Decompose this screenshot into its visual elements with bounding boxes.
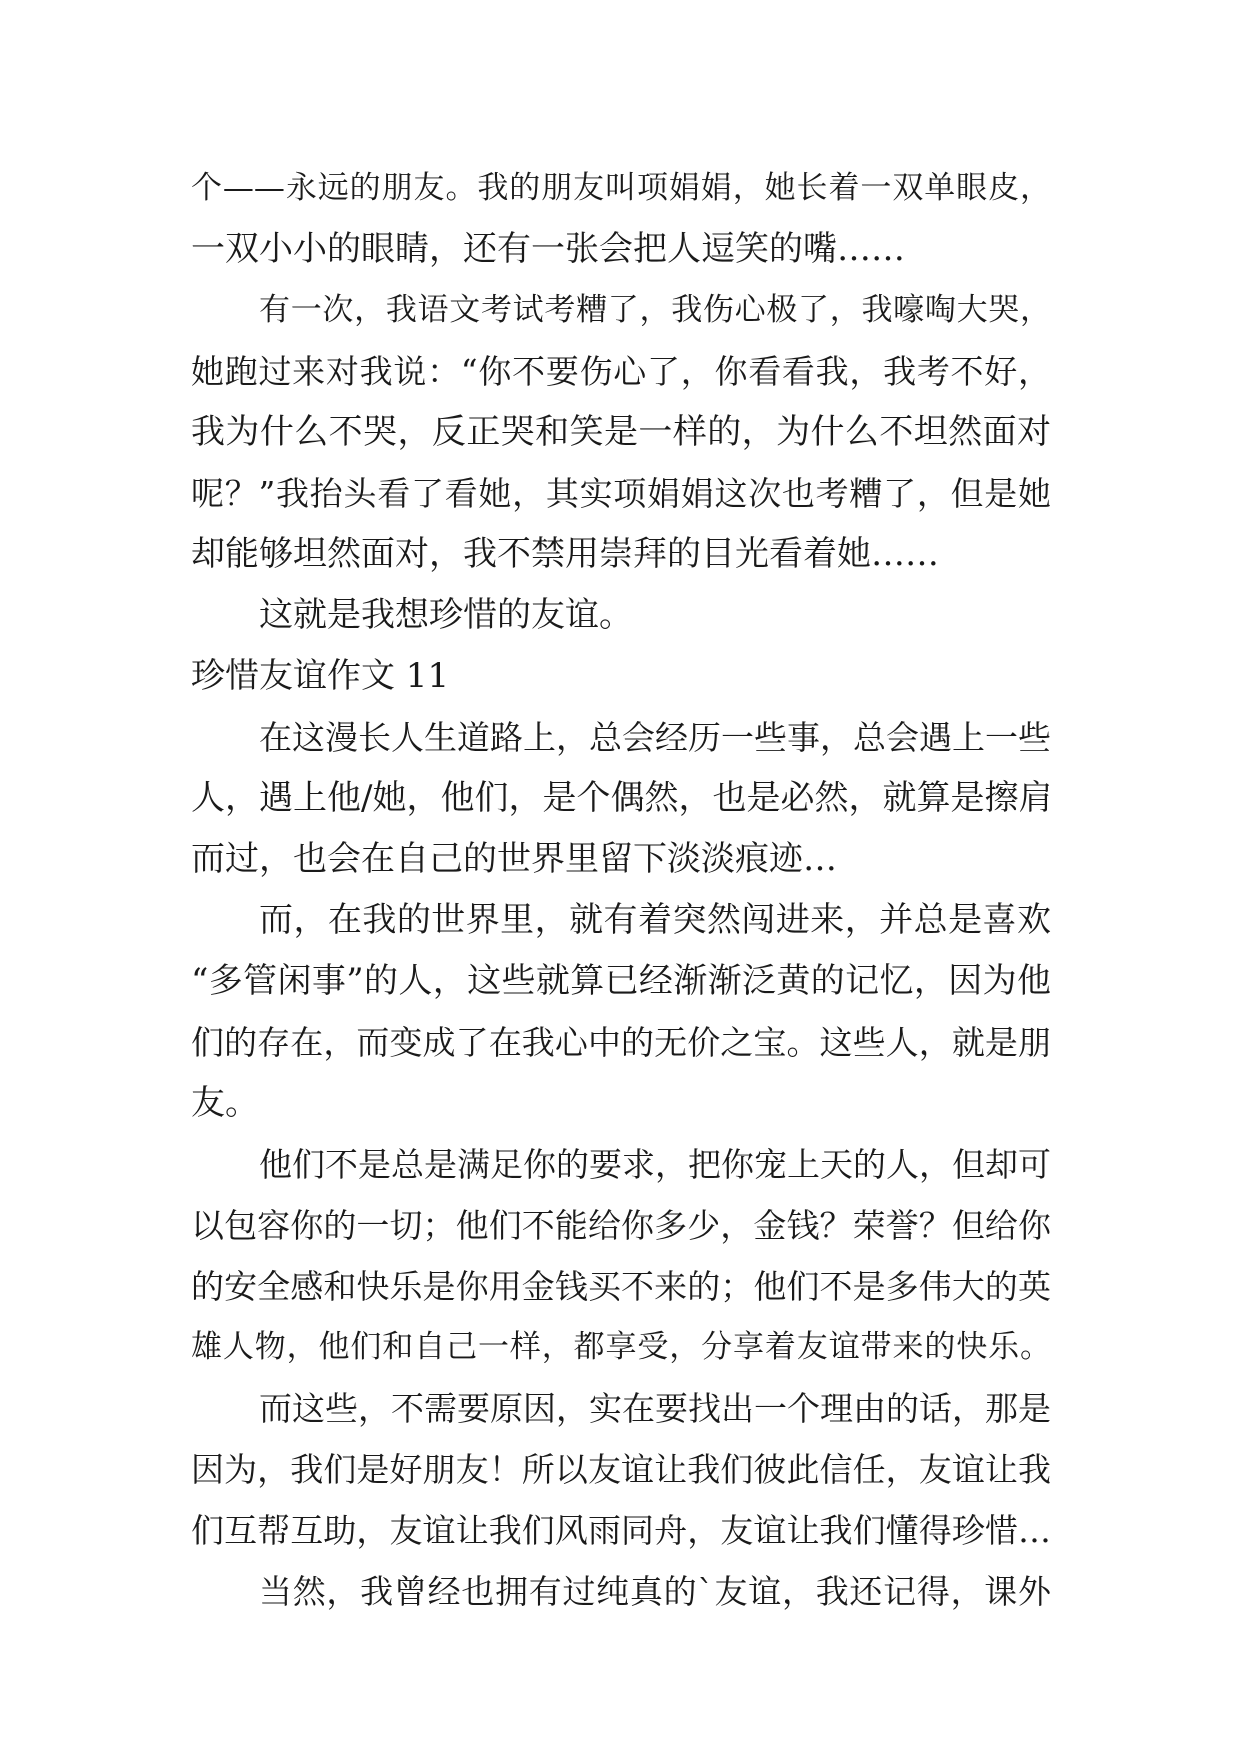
text-line: 有一次，我语文考试考糟了，我伤心极了，我嚎啕大哭， bbox=[259, 292, 1051, 328]
text-line: 这就是我想珍惜的友谊。 bbox=[259, 595, 633, 635]
section-heading: 珍惜友谊作文 11 bbox=[191, 656, 450, 696]
text-line: 我为什么不哭，反正哭和笑是一样的，为什么不坦然面对 bbox=[191, 412, 1051, 452]
text-line: 他们不是总是满足你的要求，把你宠上天的人，但却可 bbox=[259, 1145, 1051, 1184]
text-line: 却能够坦然面对，我不禁用崇拜的目光看着她…… bbox=[191, 534, 939, 574]
text-line: 的安全感和快乐是你用金钱买不来的；他们不是多伟大的英 bbox=[191, 1267, 1051, 1306]
text-line: 因为，我们是好朋友！所以友谊让我们彼此信任，友谊让我 bbox=[191, 1450, 1051, 1489]
text-line: 友。 bbox=[191, 1083, 259, 1123]
text-line: 在这漫长人生道路上，总会经历一些事，总会遇上一些 bbox=[259, 718, 1051, 757]
text-line: 个——永远的朋友。我的朋友叫项娟娟，她长着一双单眼皮， bbox=[191, 170, 1051, 206]
text-line: 人，遇上他/她，他们，是个偶然，也是必然，就算是擦肩 bbox=[191, 778, 1053, 818]
text-line: 一双小小的眼睛，还有一张会把人逗笑的嘴…… bbox=[191, 229, 905, 269]
text-line: “多管闲事”的人，这些就算已经渐渐泛黄的记忆，因为他 bbox=[191, 961, 1051, 1001]
text-line: 们的存在，而变成了在我心中的无价之宝。这些人，就是朋 bbox=[191, 1023, 1051, 1062]
text-line: 她跑过来对我说：“你不要伤心了，你看看我，我考不好， bbox=[191, 352, 1051, 391]
text-line: 们互帮互助，友谊让我们风雨同舟，友谊让我们懂得珍惜… bbox=[191, 1511, 1051, 1550]
text-line: 以包容你的一切；他们不能给你多少，金钱？荣誉？但给你 bbox=[191, 1206, 1051, 1245]
text-line: 雄人物，他们和自己一样，都享受，分享着友谊带来的快乐。 bbox=[191, 1329, 1051, 1365]
text-line: 而，在我的世界里，就有着突然闯进来，并总是喜欢 bbox=[259, 900, 1051, 940]
text-line: 而这些，不需要原因，实在要找出一个理由的话，那是 bbox=[259, 1389, 1051, 1428]
text-line: 呢？”我抬头看了看她，其实项娟娟这次也考糟了，但是她 bbox=[191, 474, 1051, 513]
text-line: 当然，我曾经也拥有过纯真的`友谊，我还记得，课外 bbox=[259, 1572, 1051, 1611]
document-page bbox=[191, 158, 1051, 1622]
text-line: 而过，也会在自己的世界里留下淡淡痕迹… bbox=[191, 839, 837, 879]
